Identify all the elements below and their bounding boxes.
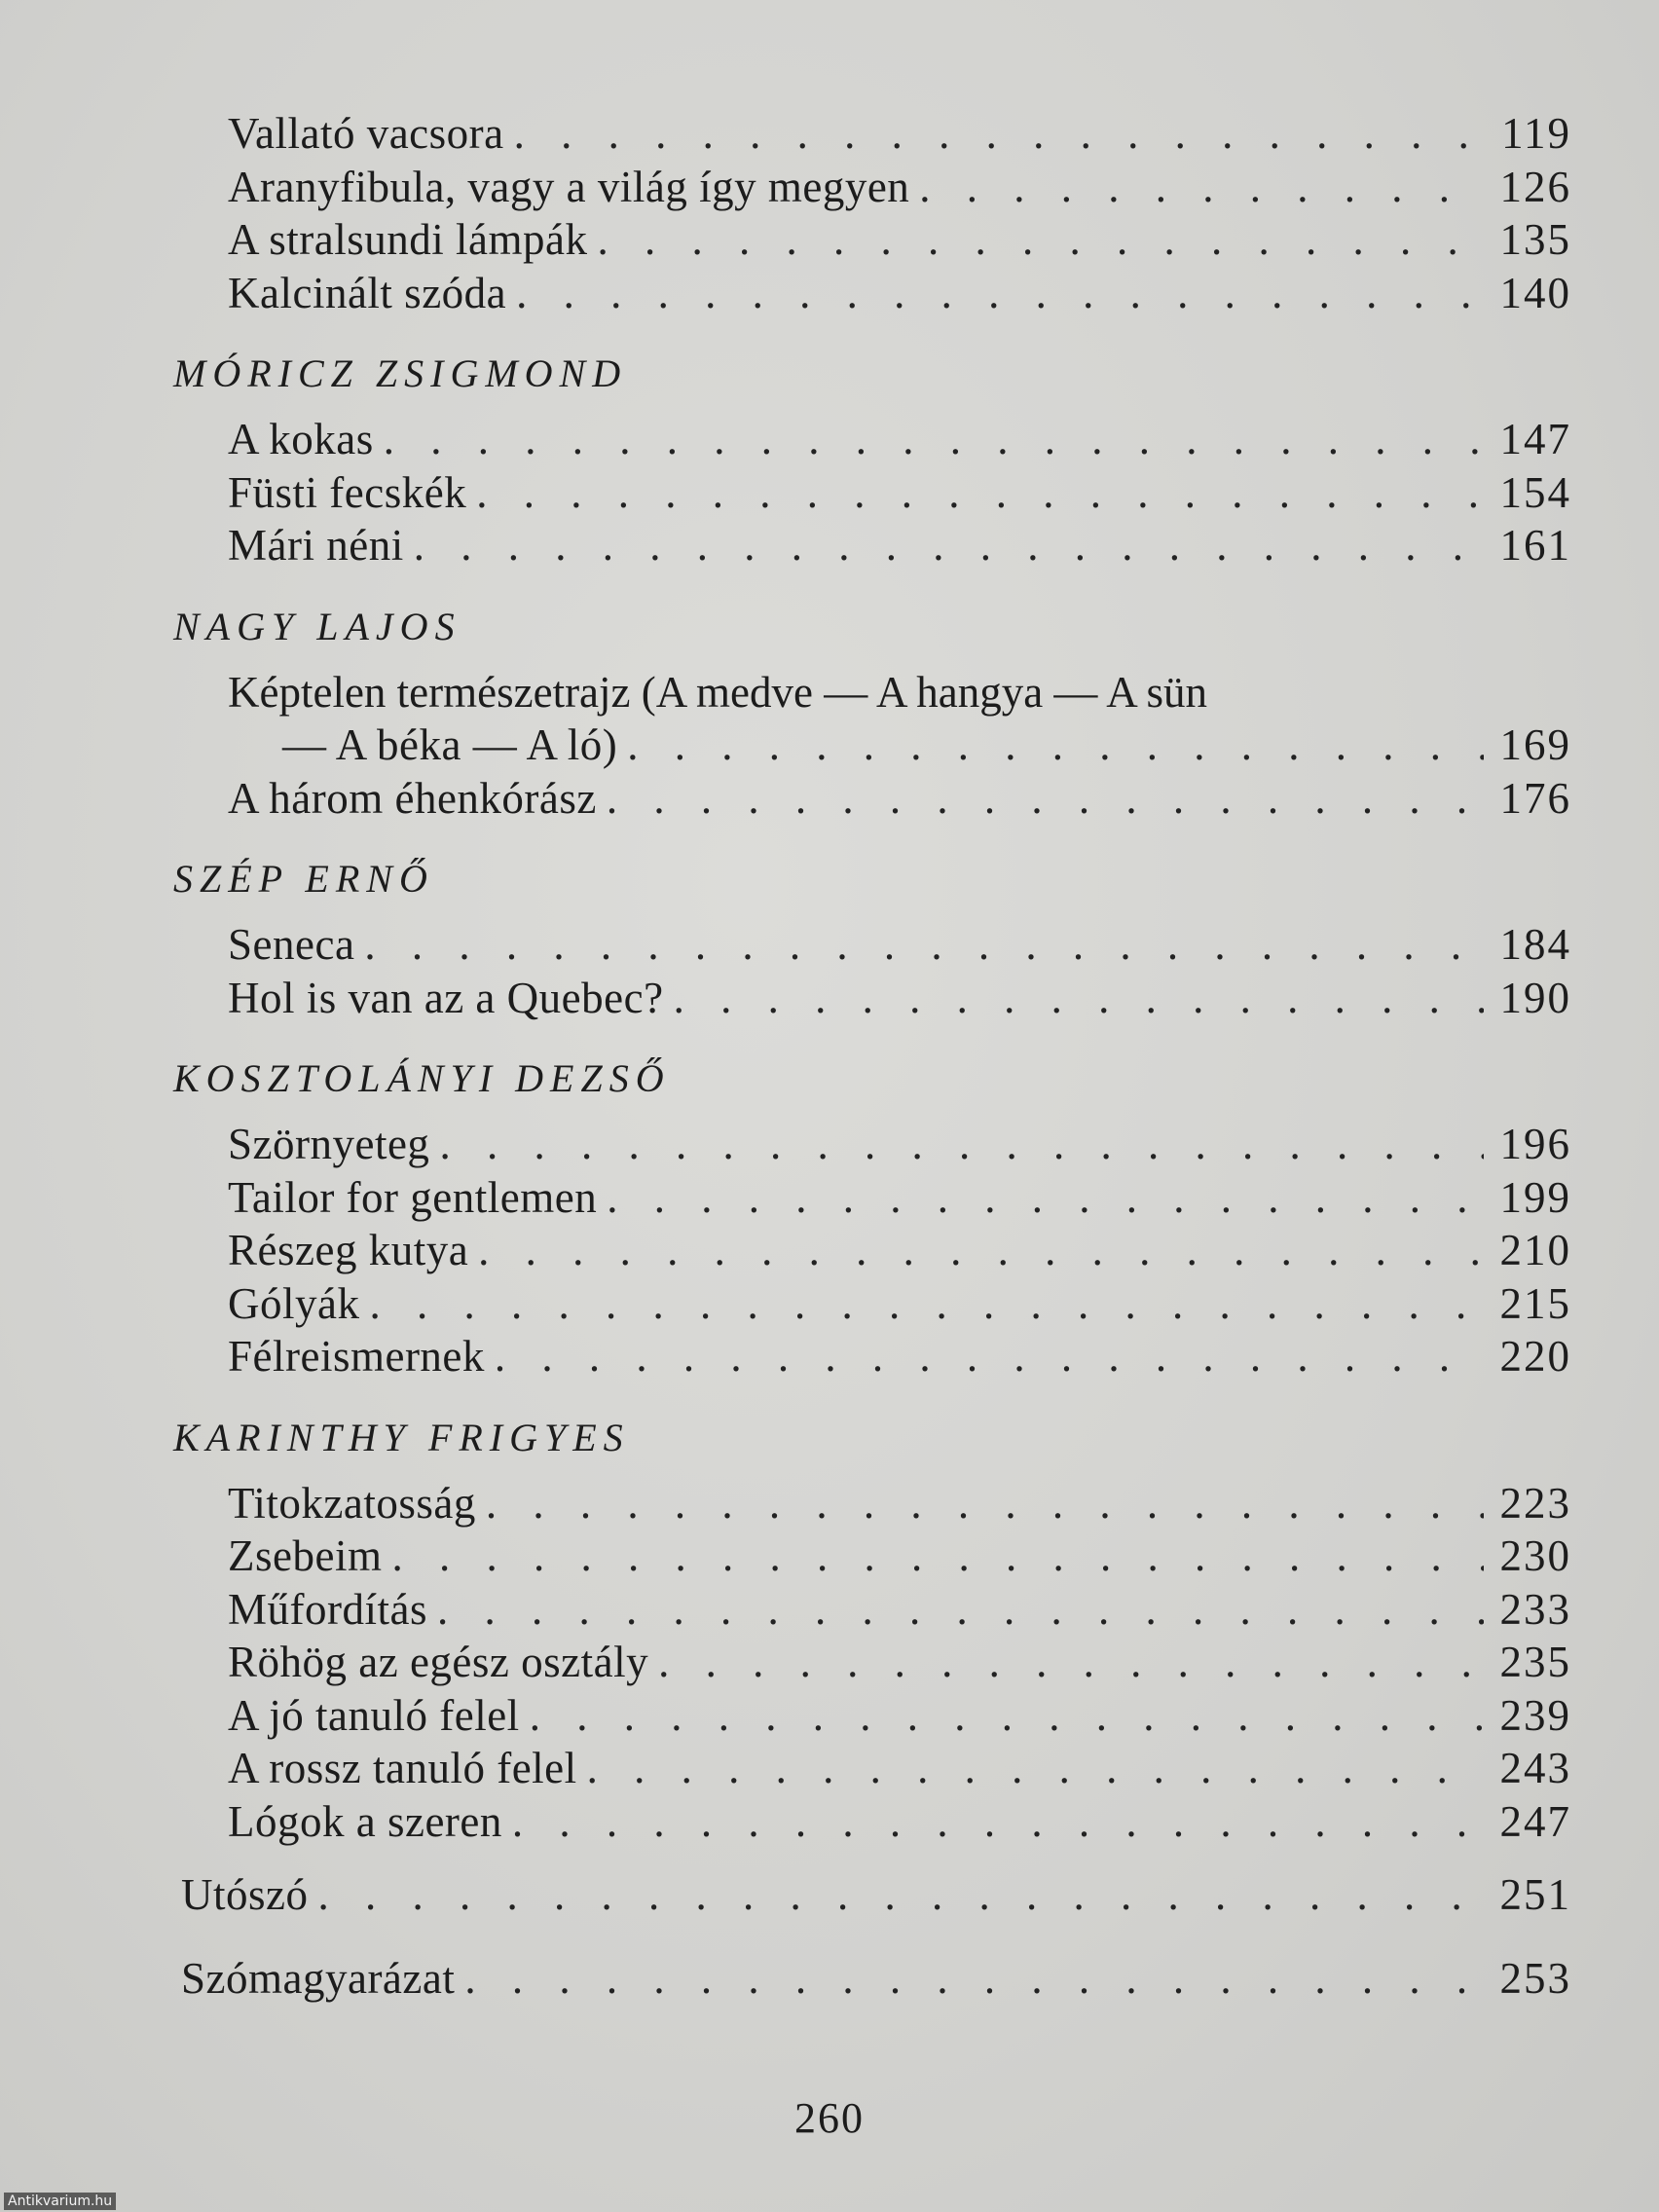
entry-page: 119 xyxy=(1501,109,1571,158)
entry-page: 210 xyxy=(1499,1226,1571,1274)
entry-page: 184 xyxy=(1499,920,1571,969)
toc-entry xyxy=(173,918,1571,972)
entry-title: Aranyfibula, vagy a világ így megyen xyxy=(228,162,910,211)
toc-entry xyxy=(173,1795,1571,1849)
dot-leader xyxy=(674,972,1484,1025)
toc-entry xyxy=(173,107,1571,161)
toc-entry xyxy=(173,1171,1571,1225)
entry-page: 223 xyxy=(1499,1478,1571,1528)
entry-title: Kalcinált szóda xyxy=(228,268,507,317)
toc-entry xyxy=(173,1742,1571,1795)
entry-page: 126 xyxy=(1499,162,1571,211)
toc-section-moricz xyxy=(173,347,1571,572)
toc-section-szep xyxy=(173,852,1571,1024)
toc-entry-afterword xyxy=(173,1858,1571,1932)
dot-leader xyxy=(607,1171,1484,1225)
toc-section-kosztolanyi xyxy=(173,1051,1571,1383)
dot-leader xyxy=(597,213,1484,267)
entry-title: Gólyák xyxy=(228,1278,360,1328)
toc-entry xyxy=(173,466,1571,520)
entry-title: Utószó xyxy=(181,1870,309,1919)
dot-leader xyxy=(369,1277,1484,1331)
entry-title: Titokzatosság xyxy=(228,1478,476,1528)
entry-page: 239 xyxy=(1499,1690,1571,1740)
entry-title: Szörnyeteg xyxy=(228,1120,430,1168)
entry-title: A három éhenkórász xyxy=(228,773,597,823)
entry-title: Vallató vacsora xyxy=(228,109,504,158)
toc-entry xyxy=(173,519,1571,572)
entry-page: 169 xyxy=(1499,720,1571,769)
entry-page: 154 xyxy=(1499,467,1571,517)
toc-entry xyxy=(173,1277,1571,1331)
entry-page: 230 xyxy=(1499,1531,1571,1580)
watermark: Antikvarium.hu xyxy=(4,2193,116,2210)
dot-leader xyxy=(414,519,1484,572)
toc-entry xyxy=(173,161,1571,214)
entry-title-line2-row xyxy=(228,719,1571,772)
entry-page: 233 xyxy=(1499,1584,1571,1634)
entry-title: Félreismernek xyxy=(228,1332,485,1381)
toc-entry xyxy=(173,1224,1571,1277)
toc-entry xyxy=(173,1636,1571,1689)
dot-leader xyxy=(464,1941,1484,2015)
entry-page: 251 xyxy=(1499,1870,1571,1919)
dot-leader xyxy=(530,1689,1484,1743)
entry-title: A rossz tanuló felel xyxy=(228,1744,577,1792)
entry-title: Zsebeim xyxy=(228,1531,383,1580)
dot-leader xyxy=(486,1477,1484,1530)
dot-leader xyxy=(587,1742,1484,1795)
entry-title: Műfordítás xyxy=(228,1584,427,1634)
toc-entry xyxy=(173,413,1571,466)
dot-leader xyxy=(512,1795,1484,1849)
dot-leader xyxy=(364,918,1484,972)
author-heading: MÓRICZ ZSIGMOND xyxy=(173,351,628,395)
entry-title: Seneca xyxy=(228,920,355,969)
toc-entry xyxy=(173,1530,1571,1583)
page-number: 260 xyxy=(794,2094,865,2142)
table-of-contents xyxy=(173,107,1571,2015)
entry-title: Röhög az egész osztály xyxy=(228,1638,649,1686)
entry-page: 235 xyxy=(1499,1638,1571,1686)
dot-leader xyxy=(476,466,1484,520)
entry-page: 147 xyxy=(1499,415,1571,463)
entry-title: Füsti fecskék xyxy=(228,467,467,517)
entry-page: 176 xyxy=(1499,773,1571,823)
toc-entry xyxy=(173,1330,1571,1383)
entry-page: 247 xyxy=(1499,1796,1571,1846)
dot-leader xyxy=(478,1224,1484,1277)
entry-page: 135 xyxy=(1499,215,1571,264)
toc-entry xyxy=(173,1118,1571,1171)
dot-leader xyxy=(607,772,1484,826)
entry-page: 199 xyxy=(1499,1172,1571,1222)
toc-entry-glossary xyxy=(173,1941,1571,2015)
entry-title-line2: — A béka — A ló) xyxy=(282,720,618,769)
author-heading: KOSZTOLÁNYI DEZSŐ xyxy=(173,1056,671,1100)
entry-page: 140 xyxy=(1499,268,1571,317)
entry-page: 215 xyxy=(1499,1278,1571,1328)
dot-leader xyxy=(627,719,1484,772)
entry-title: A stralsundi lámpák xyxy=(228,215,588,264)
dot-leader xyxy=(516,267,1484,320)
toc-section-karinthy xyxy=(173,1411,1571,1849)
dot-leader xyxy=(439,1118,1484,1171)
entry-page: 161 xyxy=(1499,521,1571,570)
entry-title: Szómagyarázat xyxy=(181,1954,456,2003)
dot-leader xyxy=(384,413,1484,466)
toc-section-continued xyxy=(173,107,1571,319)
dot-leader xyxy=(495,1330,1484,1383)
author-heading: NAGY LAJOS xyxy=(173,604,461,648)
toc-entry xyxy=(173,1477,1571,1530)
toc-section-nagy xyxy=(173,600,1571,826)
toc-entry xyxy=(173,213,1571,267)
toc-entry xyxy=(173,772,1571,826)
entry-page: 196 xyxy=(1499,1120,1571,1168)
toc-entry xyxy=(173,666,1571,772)
entry-title: Mári néni xyxy=(228,521,404,570)
entry-title: Hol is van az a Quebec? xyxy=(228,973,664,1022)
dot-leader xyxy=(437,1583,1484,1637)
entry-title: Részeg kutya xyxy=(228,1226,469,1274)
toc-section-back-matter xyxy=(173,1858,1571,2015)
toc-entry xyxy=(173,1583,1571,1637)
author-heading: KARINTHY FRIGYES xyxy=(173,1415,630,1459)
dot-leader xyxy=(391,1530,1484,1583)
toc-entry xyxy=(173,972,1571,1025)
toc-entry xyxy=(173,267,1571,320)
author-heading: SZÉP ERNŐ xyxy=(173,857,434,901)
entry-title: Lógok a szeren xyxy=(228,1796,502,1846)
entry-page: 220 xyxy=(1499,1332,1571,1381)
entry-page: 190 xyxy=(1499,973,1571,1022)
toc-entry xyxy=(173,1689,1571,1743)
entry-title: Tailor for gentlemen xyxy=(228,1172,598,1222)
dot-leader xyxy=(514,107,1484,161)
entry-title-line1: Képtelen természetrajz (A medve — A hangya — A sün xyxy=(228,667,1207,717)
entry-title: A jó tanuló felel xyxy=(228,1690,520,1740)
entry-page: 243 xyxy=(1499,1744,1571,1792)
dot-leader xyxy=(658,1636,1484,1689)
entry-title: A kokas xyxy=(228,415,374,463)
dot-leader xyxy=(318,1858,1485,1932)
entry-page: 253 xyxy=(1499,1954,1571,2003)
dot-leader xyxy=(919,161,1484,214)
